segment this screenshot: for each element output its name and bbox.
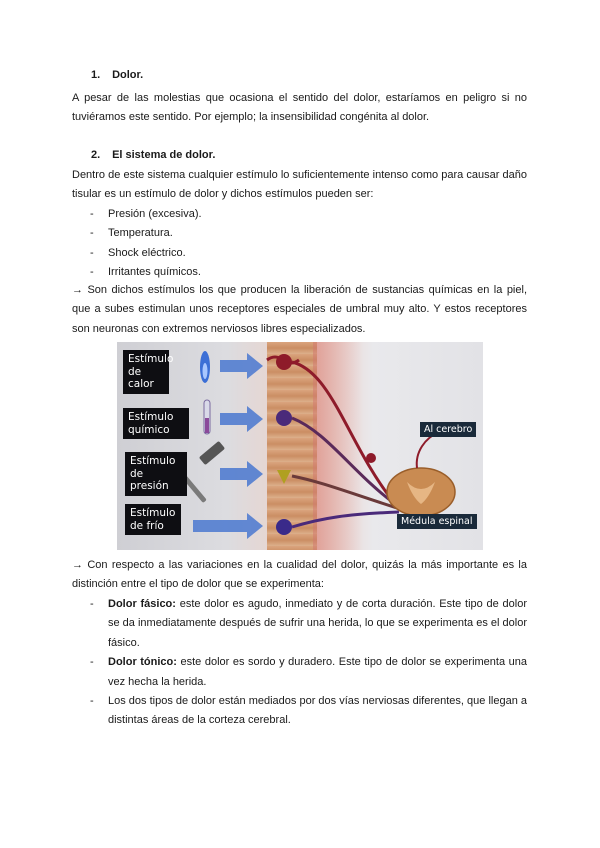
section-1-number: 1. [91, 69, 101, 81]
label-cold-stimulus: Estímulo de frío [125, 504, 181, 535]
list-item: - Presión (excesiva). [90, 208, 202, 220]
pain-system-figure [117, 342, 483, 550]
section-1-title: Dolor. [112, 69, 144, 81]
label-pressure-stimulus: Estímulo de presión [125, 452, 187, 496]
pain-types-list [72, 595, 527, 731]
term-phasic-pain: Dolor fásico: [108, 598, 176, 610]
section-1-body: A pesar de las molestias que ocasiona el sentido del dolor, estaríamos en peligro si no tuviéramos este sentido. Por ejemplo; la insensibilidad congénita al dolor. [72, 92, 527, 124]
section-2-intro: Dentro de este sistema cualquier estímulo lo suficientemente intenso como para causar daño tisular es un estímulo de dolor y dichos estímulos pueden ser: [72, 169, 527, 201]
list-item: - Dolor fásico: este dolor es agudo, inmediato y de corta duración. Este tipo de dolor se da inmediatamente después de sufrir una herida, lo que se experimenta es el dolor fásico. [90, 598, 528, 649]
list-item: - Los dos tipos de dolor están mediados por dos vías nerviosas diferentes, que llegan a distintas áreas de la corteza cerebral. [90, 695, 527, 727]
label-spinal-cord: Médula espinal [397, 514, 477, 529]
ganglion [366, 453, 376, 463]
label-chemical-stimulus: Estímulo químico [123, 408, 189, 439]
nerve-fibers [292, 362, 399, 527]
section-1-heading [91, 69, 143, 81]
list-item: - Irritantes químicos. [90, 266, 201, 279]
term-tonic-pain: Dolor tónico: [108, 656, 177, 669]
label-heat-stimulus: Estímulo de calor [123, 350, 169, 394]
section-2-number: 2. [91, 149, 101, 161]
stimuli-list [72, 205, 527, 283]
section-2-heading [91, 149, 215, 161]
list-item: - Temperatura. [90, 227, 173, 240]
receptors-paragraph: → Son dichos estímulos los que producen la liberación de sustancias químicas en la piel, que a subes estimulan unos receptores especiales de umbral muy alto. Y estos receptores son neuronas con extremos nerviosos libres especializados. [72, 284, 527, 335]
pain-quality-paragraph: → Con respecto a las variaciones en la cualidad del dolor, quizás la más importante es la distinción entre el tipo de dolor que se experimenta: [72, 559, 527, 591]
label-to-brain: Al cerebro [420, 422, 476, 437]
list-item: - Shock eléctrico. [90, 246, 186, 259]
section-2-title: El sistema de dolor. [112, 149, 216, 161]
receptor-endings [267, 354, 299, 535]
list-item: - Dolor tónico: este dolor es sordo y duradero. Este tipo de dolor se experimenta una vez hecha la herida. [90, 656, 527, 688]
